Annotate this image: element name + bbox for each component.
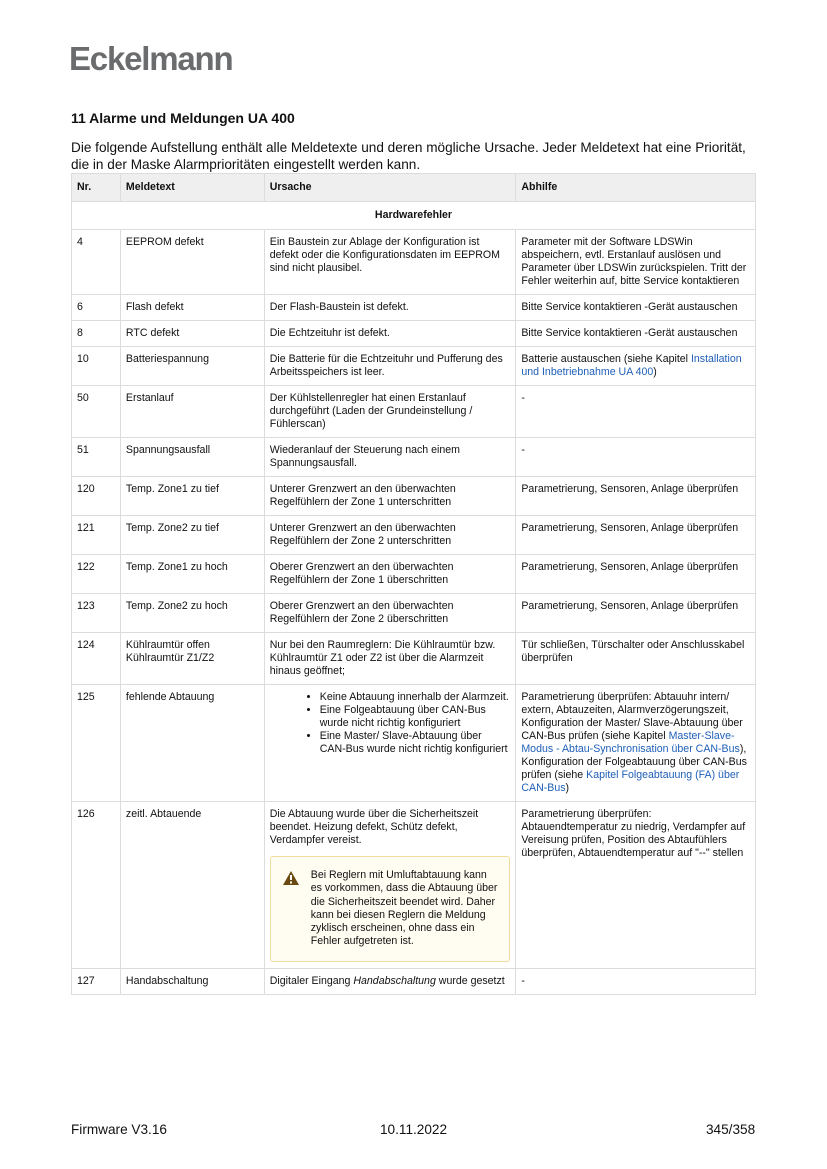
text-segment: ) — [653, 366, 657, 378]
text-segment: Oberer Grenzwert an den überwachten Regelfühlern der Zone 2 überschritten — [269, 600, 454, 625]
cell-meldetext: Spannungsausfall — [120, 438, 264, 477]
text-segment: Der Flash-Baustein ist defekt. — [269, 301, 409, 313]
cell-meldetext: Flash defekt — [120, 295, 264, 321]
text-segment: Parametrierung, Sensoren, Anlage überprüfen — [521, 600, 739, 612]
cause-list — [308, 691, 511, 756]
cell-ursache — [264, 295, 516, 321]
table-row — [72, 321, 756, 347]
text-segment: Batterie austauschen (siehe Kapitel — [521, 353, 691, 365]
footer-page-number: 345/358 — [706, 1122, 756, 1137]
cell-ursache — [264, 633, 516, 685]
text-segment: Unterer Grenzwert an den überwachten Regelfühlern der Zone 2 unterschritten — [269, 522, 456, 547]
alarm-table — [71, 173, 756, 995]
text-segment: ) — [565, 782, 570, 794]
table-row — [72, 477, 756, 516]
cell-abhilfe — [516, 347, 756, 386]
cell-ursache — [264, 685, 516, 802]
cell-abhilfe — [516, 477, 756, 516]
cell-nr: 120 — [72, 477, 121, 516]
cell-abhilfe — [516, 685, 756, 802]
cause-item: • Eine Master/ Slave-Abtauung über CAN-Bus wurde nicht richtig konfiguriert — [320, 730, 511, 756]
cell-nr: 8 — [72, 321, 121, 347]
cell-ursache — [264, 230, 516, 295]
text-segment: Die Echtzeituhr ist defekt. — [269, 327, 390, 339]
cell-abhilfe — [516, 230, 756, 295]
cell-nr: 6 — [72, 295, 121, 321]
cell-abhilfe — [516, 516, 756, 555]
section-hardwarefehler: Hardwarefehler — [72, 202, 756, 230]
cell-meldetext: Kühlraumtür offen Kühlraumtür Z1/Z2 — [120, 633, 264, 685]
footer-firmware: Firmware V3.16 — [71, 1122, 167, 1137]
cell-nr: 123 — [72, 594, 121, 633]
table-row — [72, 555, 756, 594]
text-segment: Die Batterie für die Echtzeituhr und Pufferung des Arbeitsspeichers ist leer. — [269, 353, 503, 378]
intro-text: Die folgende Aufstellung enthält alle Meldetexte und deren mögliche Ursache. Jeder Meldetext hat eine Priorität, die in der Maske Alarmprioritäten eingestellt werden kann. — [71, 140, 746, 172]
cell-nr: 122 — [72, 555, 121, 594]
cell-abhilfe — [516, 633, 756, 685]
text-segment: Bitte Service kontaktieren -Gerät austauschen — [521, 301, 738, 313]
cause-item: • Eine Folgeabtauung über CAN-Bus wurde nicht richtig konfiguriert — [320, 704, 511, 730]
cell-ursache — [264, 555, 516, 594]
cell-meldetext: RTC defekt — [120, 321, 264, 347]
cell-ursache — [264, 321, 516, 347]
table-row — [72, 438, 756, 477]
text-segment: Digitaler Eingang — [269, 974, 354, 987]
cell-meldetext: zeitl. Abtauende — [120, 802, 264, 969]
table-row — [72, 516, 756, 555]
warning-icon — [283, 871, 299, 885]
text-segment: ), Konfiguration der Folgeabtauung über CAN-Bus prüfen (siehe — [521, 743, 747, 781]
cell-abhilfe — [516, 968, 756, 994]
table-header-row — [72, 174, 756, 202]
table-row — [72, 295, 756, 321]
text-segment: Ein Baustein zur Ablage der Konfiguration ist defekt oder die Konfigurationsdaten im EEPROM sind nicht plausibel. — [269, 236, 500, 274]
cell-abhilfe — [516, 438, 756, 477]
cell-meldetext: Temp. Zone1 zu tief — [120, 477, 264, 516]
cell-meldetext: Batteriespannung — [120, 347, 264, 386]
cell-abhilfe — [516, 386, 756, 438]
cell-nr: 125 — [72, 685, 121, 802]
cell-meldetext: EEPROM defekt — [120, 230, 264, 295]
section-row — [72, 202, 756, 230]
cell-nr: 121 — [72, 516, 121, 555]
footer-date: 10.11.2022 — [380, 1122, 448, 1137]
warning-text: Bei Reglern mit Umluftabtauung kann es vorkommen, dass die Abtauung über die Sicherheitszeit beendet wird. Daher kann bei diesen Reglern die Meldung zyklisch erscheinen, ohne dass ein Fehler aufgetreten ist. — [310, 869, 498, 948]
cell-nr: 124 — [72, 633, 121, 685]
table-row — [72, 685, 756, 802]
table-row — [72, 968, 756, 994]
cell-abhilfe — [516, 802, 756, 969]
cell-meldetext: Erstanlauf — [120, 386, 264, 438]
cell-abhilfe — [516, 295, 756, 321]
cell-nr: 126 — [72, 802, 121, 969]
text-segment: Die Abtauung wurde über die Sicherheitszeit beendet. Heizung defekt, Schütz defekt, Verdampfer vereist. — [269, 808, 479, 846]
cell-nr: 50 — [72, 386, 121, 438]
cell-nr: 4 — [72, 230, 121, 295]
text-segment: - — [521, 444, 525, 456]
chapter-link[interactable]: Installation und Inbetriebnahme UA 400 — [521, 353, 742, 378]
text-segment: Oberer Grenzwert an den überwachten Regelfühlern der Zone 1 überschritten — [269, 561, 454, 586]
table-row — [72, 347, 756, 386]
warning-box — [270, 856, 511, 962]
cell-ursache — [264, 477, 516, 516]
header-abhilfe: Abhilfe — [516, 174, 756, 202]
table-row — [72, 633, 756, 685]
text-segment: Handabschaltung — [353, 974, 436, 987]
table-row — [72, 594, 756, 633]
cell-abhilfe — [516, 321, 756, 347]
table-row — [72, 230, 756, 295]
header-nr: Nr. — [72, 174, 121, 202]
cell-nr: 51 — [72, 438, 121, 477]
text-segment: Unterer Grenzwert an den überwachten Regelfühlern der Zone 1 unterschritten — [269, 483, 456, 508]
cell-ursache — [264, 968, 516, 994]
cell-ursache — [264, 594, 516, 633]
text-segment: Parameter mit der Software LDSWin abspeichern, evtl. Erstanlauf auslösen und Parameter über LDSWin zurückspielen. Tritt der Fehler weiterhin auf, bitte Service kontaktieren — [521, 236, 747, 287]
eckelmann-logo: Eckelmann — [69, 40, 233, 77]
cell-abhilfe — [516, 555, 756, 594]
text-segment: Parametrierung, Sensoren, Anlage überprüfen — [521, 522, 739, 534]
text-segment: Parametrierung überprüfen: Abtauuhr intern/ extern, Abtauzeiten, Alarmverzögerungszeit, Konfiguration der Master/ Slave-Abtauung über CAN-Bus prüfen (siehe Kapitel — [521, 691, 743, 742]
text-segment: Bitte Service kontaktieren -Gerät austauschen — [521, 327, 738, 339]
cell-nr: 127 — [72, 968, 121, 994]
text-segment: Parametrierung, Sensoren, Anlage überprüfen — [521, 483, 739, 495]
cell-meldetext: fehlende Abtauung — [120, 685, 264, 802]
page-title: 11 Alarme und Meldungen UA 400 — [71, 110, 295, 126]
table-row — [72, 802, 756, 969]
text-segment: Parametrierung überprüfen: Abtauendtemperatur zu niedrig, Verdampfer auf Vereisung prüfen, Position des Abtaufühlers überprüfen, Abtauendtemperatur auf "--" stellen — [521, 808, 746, 859]
cell-ursache — [264, 386, 516, 438]
cell-ursache — [264, 516, 516, 555]
cell-meldetext: Temp. Zone1 zu hoch — [120, 555, 264, 594]
cell-meldetext: Handabschaltung — [120, 968, 264, 994]
text-segment: Der Kühlstellenregler hat einen Erstanlauf durchgeführt (Laden der Grundeinstellung / Fühlerscan) — [269, 392, 473, 430]
cell-ursache — [264, 438, 516, 477]
text-segment: - — [521, 392, 525, 404]
cell-ursache — [264, 347, 516, 386]
cause-item: • Keine Abtauung innerhalb der Alarmzeit. — [320, 691, 511, 704]
text-segment: - — [521, 974, 525, 987]
header-ursache: Ursache — [264, 174, 516, 202]
text-segment: Tür schließen, Türschalter oder Anschlusskabel überprüfen — [521, 639, 745, 664]
cell-meldetext: Temp. Zone2 zu hoch — [120, 594, 264, 633]
text-segment: Wiederanlauf der Steuerung nach einem Spannungsausfall. — [269, 444, 460, 469]
table-row — [72, 386, 756, 438]
text-segment: Nur bei den Raumreglern: Die Kühlraumtür bzw. Kühlraumtür Z1 oder Z2 ist über die Alarmzeit hinaus geöffnet; — [269, 639, 496, 677]
chapter-link[interactable]: Master-Slave-Modus - Abtau-Synchronisation über CAN-Bus — [521, 730, 740, 755]
cell-nr: 10 — [72, 347, 121, 386]
text-segment: Parametrierung, Sensoren, Anlage überprüfen — [521, 561, 739, 573]
cell-abhilfe — [516, 594, 756, 633]
cell-ursache — [264, 802, 516, 969]
text-segment: wurde gesetzt — [435, 974, 505, 987]
header-meldetext: Meldetext — [120, 174, 264, 202]
chapter-link[interactable]: Kapitel Folgeabtauung (FA) über CAN-Bus — [521, 769, 740, 794]
cell-meldetext: Temp. Zone2 zu tief — [120, 516, 264, 555]
